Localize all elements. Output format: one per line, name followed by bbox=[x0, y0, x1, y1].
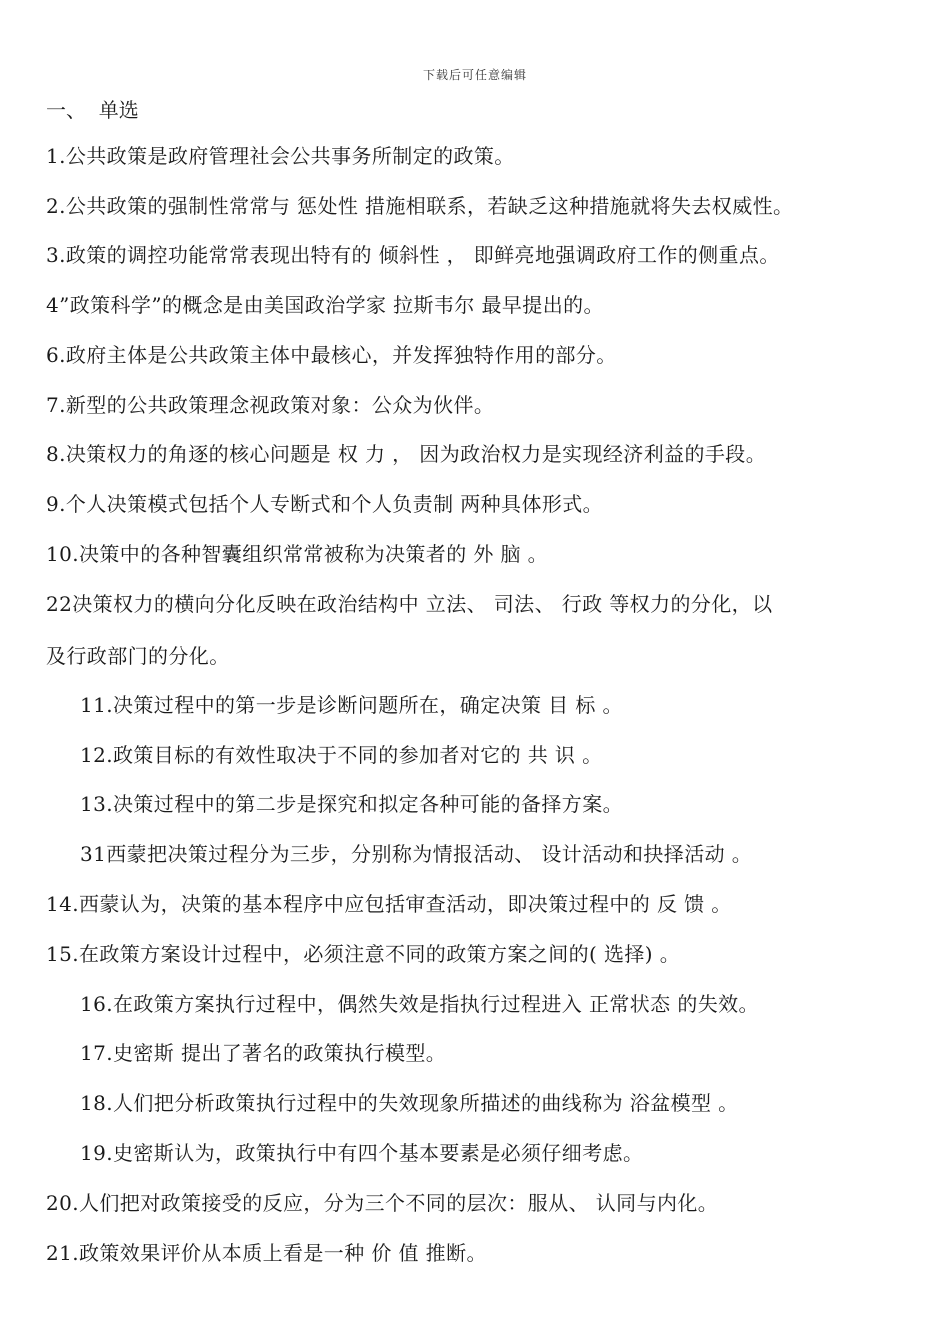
list-item: 20.人们把对政策接受的反应，分为三个不同的层次：服从、 认同与内化。 bbox=[46, 1191, 719, 1215]
page-header: 下载后可任意编辑 bbox=[422, 68, 527, 82]
list-item: 3.政策的调控功能常常表现出特有的 倾斜性 ， 即鲜亮地强调政府工作的侧重点。 bbox=[46, 243, 780, 267]
list-item: 6.政府主体是公共政策主体中最核心，并发挥独特作用的部分。 bbox=[46, 343, 617, 367]
section-title: 一、 单选 bbox=[46, 98, 139, 122]
list-item: 11.决策过程中的第一步是诊断问题所在，确定决策 目 标 。 bbox=[80, 693, 623, 717]
list-item: 8.决策权力的角逐的核心问题是 权 力 ， 因为政治权力是实现经济利益的手段。 bbox=[46, 442, 767, 466]
list-item: 2.公共政策的强制性常常与 惩处性 措施相联系，若缺乏这种措施就将失去权威性。 bbox=[46, 194, 794, 218]
list-item: 13.决策过程中的第二步是探究和拟定各种可能的备择方案。 bbox=[80, 792, 624, 816]
list-item: 17.史密斯 提出了著名的政策执行模型。 bbox=[80, 1041, 447, 1065]
list-item: 15.在政策方案设计过程中，必须注意不同的政策方案之间的( 选择) 。 bbox=[46, 942, 681, 966]
list-item: 18.人们把分析政策执行过程中的失效现象所描述的曲线称为 浴盆模型 。 bbox=[80, 1091, 739, 1115]
list-item: 16.在政策方案执行过程中，偶然失效是指执行过程进入 正常状态 的失效。 bbox=[80, 992, 759, 1016]
list-item: 9.个人决策模式包括个人专断式和个人负责制 两种具体形式。 bbox=[46, 492, 604, 516]
list-item: 7.新型的公共政策理念视政策对象：公众为伙伴。 bbox=[46, 393, 495, 417]
list-item: 31西蒙把决策过程分为三步，分别称为情报活动、 设计活动和抉择活动 。 bbox=[80, 842, 753, 866]
list-item: 21.政策效果评价从本质上看是一种 价 值 推断。 bbox=[46, 1241, 487, 1265]
list-item: 4”政策科学”的概念是由美国政治学家 拉斯韦尔 最早提出的。 bbox=[46, 293, 604, 317]
list-item: 1.公共政策是政府管理社会公共事务所制定的政策。 bbox=[46, 144, 515, 168]
list-item: 及行政部门的分化。 bbox=[46, 644, 230, 668]
list-item: 19.史密斯认为，政策执行中有四个基本要素是必须仔细考虑。 bbox=[80, 1141, 644, 1165]
list-item: 14.西蒙认为，决策的基本程序中应包括审查活动，即决策过程中的 反 馈 。 bbox=[46, 892, 732, 916]
list-item: 10.决策中的各种智囊组织常常被称为决策者的 外 脑 。 bbox=[46, 542, 549, 566]
list-item: 22决策权力的横向分化反映在政治结构中 立法、 司法、 行政 等权力的分化，以 bbox=[46, 592, 773, 616]
list-item: 12.政策目标的有效性取决于不同的参加者对它的 共 识 。 bbox=[80, 743, 603, 767]
